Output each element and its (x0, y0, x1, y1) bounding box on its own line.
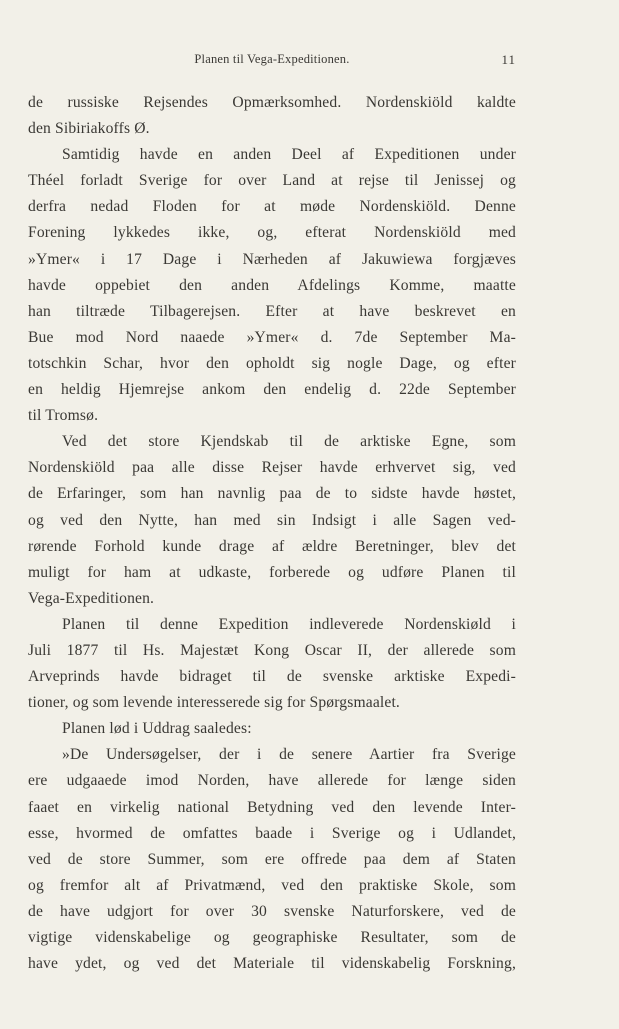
text-line: rørende Forhold kunde drage af ældre Beretninger, blev det (28, 537, 516, 555)
text-line: muligt for ham at udkaste, forberede og udføre Planen til (28, 563, 516, 581)
body-text (28, 90, 516, 977)
text-line: faaet en virkelig national Betydning ved den levende Inter- (28, 798, 516, 816)
text-line: Théel forladt Sverige for over Land at rejse til Jenissej og (28, 172, 516, 190)
text-line: de have udgjort for over 30 svenske Naturforskere, ved de (28, 902, 516, 920)
text-line: Ved det store Kjendskab til de arktiske Egne, som (62, 433, 516, 451)
text-line: esse, hvormed de omfattes baade i Sverige og i Udlandet, (28, 824, 516, 842)
text-line: Forening lykkedes ikke, og, efterat Nordenskiöld med (28, 224, 516, 242)
text-line: de Erfaringer, som han navnlig paa de to sidste havde høstet, (28, 485, 516, 503)
text-line: »Ymer« i 17 Dage i Nærheden af Jakuwiewa forgjæves (28, 250, 516, 268)
text-line: vigtige videnskabelige og geographiske Resultater, som de (28, 929, 516, 946)
text-line: tioner, og som levende interesserede sig for Spørgsmaalet. (28, 694, 400, 712)
text-line: totschkin Schar, hvor den opholdt sig nogle Dage, og efter (28, 354, 516, 372)
text-line: Nordenskiöld paa alle disse Rejser havde erhvervet sig, ved (28, 459, 516, 477)
text-line: Planen til denne Expedition indleverede Nordenskiøld i (62, 615, 516, 633)
running-head-title: Planen til Vega-Expeditionen. (194, 52, 350, 66)
text-line: derfra nedad Floden for at møde Nordenskiöld. Denne (28, 198, 516, 216)
text-line: den Sibiriakoffs Ø. (28, 120, 150, 138)
text-line: til Tromsø. (28, 407, 99, 425)
page-number: 11 (501, 52, 516, 67)
text-line: »De Undersøgelser, der i de senere Aartier fra Sverige (62, 746, 516, 764)
text-line: have ydet, og ved det Materiale til videnskabelig Forskning, (28, 955, 516, 973)
text-line: ved de store Summer, som ere offrede paa dem af Staten (28, 850, 516, 868)
text-line: havde oppebiet den anden Afdelings Komme, maatte (28, 276, 516, 294)
text-line: de russiske Rejsendes Opmærksomhed. Nordenskiöld kaldte (28, 94, 516, 111)
text-line: og fremfor alt af Privatmænd, ved den praktiske Skole, som (28, 876, 516, 894)
text-line: Planen lød i Uddrag saaledes: (62, 720, 252, 738)
running-head (28, 50, 516, 72)
text-line: og ved den Nytte, han med sin Indsigt i alle Sagen ved- (28, 511, 516, 529)
text-line: ere udgaaede imod Norden, have allerede for længe siden (28, 772, 516, 790)
text-line: Juli 1877 til Hs. Majestæt Kong Oscar II, der allerede som (28, 641, 516, 659)
text-line: han tiltræde Tilbagerejsen. Efter at have beskrevet en (28, 302, 516, 320)
text-line: Bue mod Nord naaede »Ymer« d. 7de September Ma- (28, 328, 516, 346)
text-line: Samtidig havde en anden Deel af Expeditionen under (62, 146, 516, 164)
text-line: Arveprinds havde bidraget til de svenske arktiske Expedi- (28, 668, 516, 686)
text-line: en heldig Hjemrejse ankom den endelig d. 22de September (28, 381, 516, 399)
text-line: Vega-Expeditionen. (28, 589, 155, 607)
